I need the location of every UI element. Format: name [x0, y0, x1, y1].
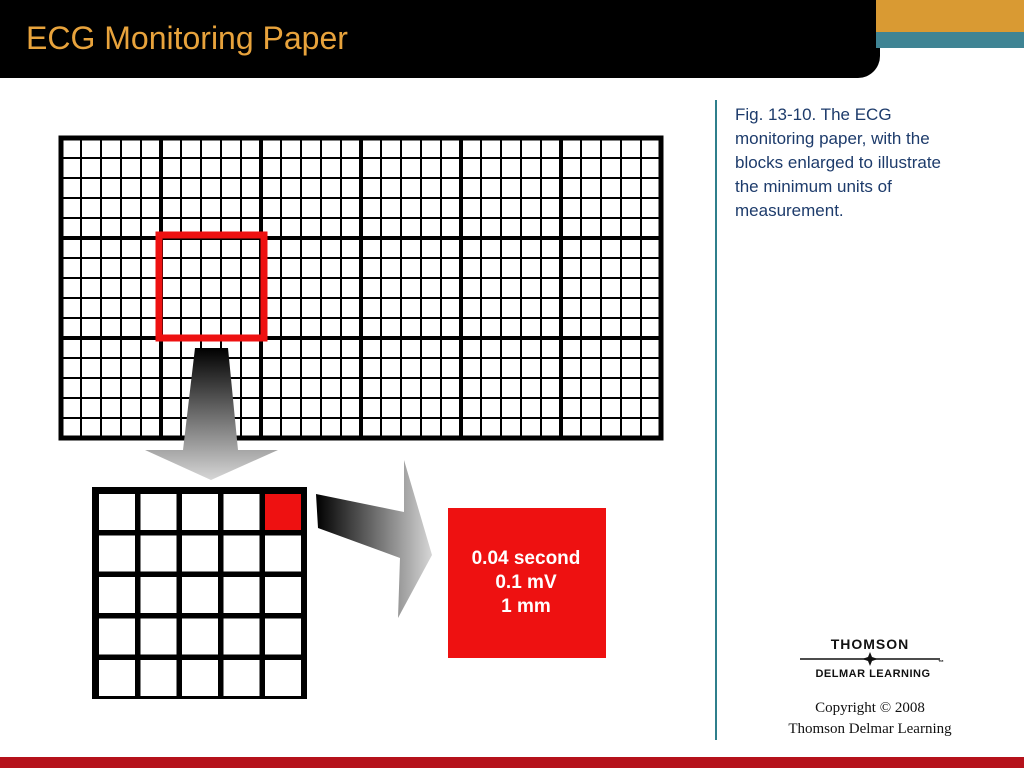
- vertical-divider: [715, 100, 717, 740]
- grid-cell: [99, 619, 135, 655]
- grid-cell: [182, 536, 218, 572]
- slide-title: ECG Monitoring Paper: [26, 20, 348, 56]
- grid-cell: [141, 494, 177, 530]
- callout-line-distance: 1 mm: [501, 596, 551, 617]
- grid-cell: [99, 536, 135, 572]
- grid-cell: [224, 536, 260, 572]
- grid-cell: [99, 660, 135, 696]
- grid-cell: [224, 494, 260, 530]
- measurement-callout: [448, 508, 606, 658]
- grid-cell: [182, 660, 218, 696]
- trademark-symbol: ™: [938, 660, 944, 666]
- grid-cell: [141, 577, 177, 613]
- grid-cell: [265, 577, 301, 613]
- grid-cell: [265, 536, 301, 572]
- grid-cell: [141, 536, 177, 572]
- star-line-icon: [800, 652, 940, 666]
- callout-line-time: 0.04 second: [471, 548, 581, 569]
- publisher-logo-name: THOMSON: [830, 636, 910, 652]
- right-arrow: [316, 460, 432, 618]
- copyright-line-1: Copyright © 2008: [815, 700, 925, 716]
- accent-bar-teal: [876, 32, 1024, 48]
- publisher-logo-subtitle: DELMAR LEARNING: [815, 668, 931, 680]
- grid-cell: [99, 577, 135, 613]
- grid-cell: [99, 494, 135, 530]
- figure-caption: Fig. 13-10. The ECG monitoring paper, with the blocks enlarged to illustrate the minimum units of measurement.: [735, 105, 942, 220]
- accent-bar-gold: [876, 0, 1024, 32]
- grid-cell: [182, 494, 218, 530]
- callout-line-voltage: 0.1 mV: [495, 572, 557, 593]
- grid-cell: [265, 660, 301, 696]
- copyright-notice: [760, 698, 980, 740]
- grid-cell: [224, 660, 260, 696]
- grid-cell: [224, 577, 260, 613]
- bottom-accent-bar: [0, 757, 1024, 768]
- grid-cell: [265, 619, 301, 655]
- ecg-paper-grid: [60, 137, 661, 439]
- copyright-line-2: Thomson Delmar Learning: [788, 721, 952, 737]
- enlarged-block: [92, 487, 307, 699]
- grid-cell: [182, 619, 218, 655]
- grid-cell: [224, 619, 260, 655]
- grid-cell: [141, 660, 177, 696]
- grid-cell: [141, 619, 177, 655]
- highlighted-cell: [265, 494, 301, 530]
- grid-cell: [182, 577, 218, 613]
